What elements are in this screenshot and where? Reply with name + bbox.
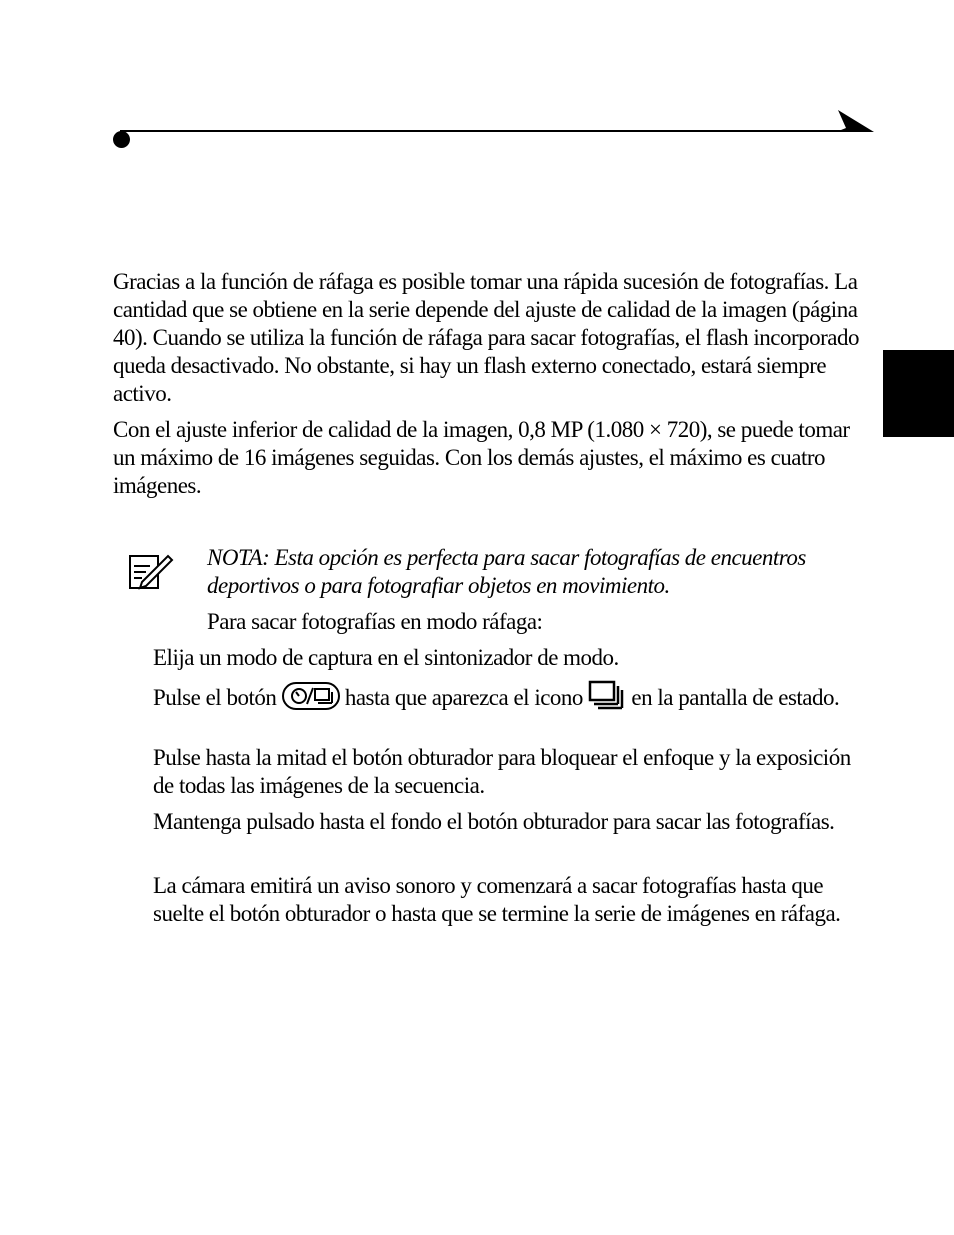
step-1: Elija un modo de captura en el sintonizador de modo. bbox=[153, 645, 619, 670]
header-rule bbox=[120, 130, 846, 132]
step-2-text-3: en la pantalla de estado. bbox=[631, 685, 840, 710]
paragraph-text: Con el ajuste inferior de calidad de la imagen, 0,8 MP (1.080 × 720), se puede tomar un máximo de 16 imágenes seguidas. Con los demás ajustes, el máximo es cuatro imágenes. bbox=[113, 417, 850, 498]
procedure-intro: Para sacar fotografías en modo ráfaga: bbox=[207, 609, 543, 634]
step-2-text-1: Pulse el botón bbox=[153, 685, 277, 710]
header-bullet-dot bbox=[113, 131, 130, 148]
body-paragraph-1 bbox=[113, 268, 873, 408]
paragraph-text: Gracias a la función de ráfaga es posible tomar una rápida sucesión de fotografías. La cantidad que se obtiene en la serie depende del ajuste de calidad de la imagen (página 40). Cuando se utiliza la función de ráfaga para sacar fotografías, el flash incorporado queda desactivado. No obstante, si hay un flash externo conectado, estará siempre activo. bbox=[113, 269, 859, 406]
note-pencil-icon bbox=[128, 548, 174, 590]
header-arrow-icon bbox=[834, 108, 876, 136]
self-timer-burst-button-icon bbox=[282, 682, 340, 710]
burst-icon bbox=[588, 680, 626, 710]
step-2-text-2: hasta que aparezca el icono bbox=[344, 685, 583, 710]
step-3: Pulse hasta la mitad el botón obturador para bloquear el enfoque y la exposición de todas las imágenes de la secuencia. bbox=[153, 745, 851, 798]
chapter-tab bbox=[883, 350, 954, 437]
note-text: NOTA: Esta opción es perfecta para sacar fotografías de encuentros deportivos o para fotografiar objetos en movimiento. bbox=[207, 545, 806, 598]
step-2 bbox=[153, 680, 873, 712]
body-paragraph-2 bbox=[113, 416, 873, 500]
step-4: Mantenga pulsado hasta el fondo el botón obturador para sacar las fotografías. bbox=[153, 809, 835, 834]
step-5: La cámara emitirá un aviso sonoro y comenzará a sacar fotografías hasta que suelte el botón obturador o hasta que se termine la serie de imágenes en ráfaga. bbox=[153, 873, 841, 926]
